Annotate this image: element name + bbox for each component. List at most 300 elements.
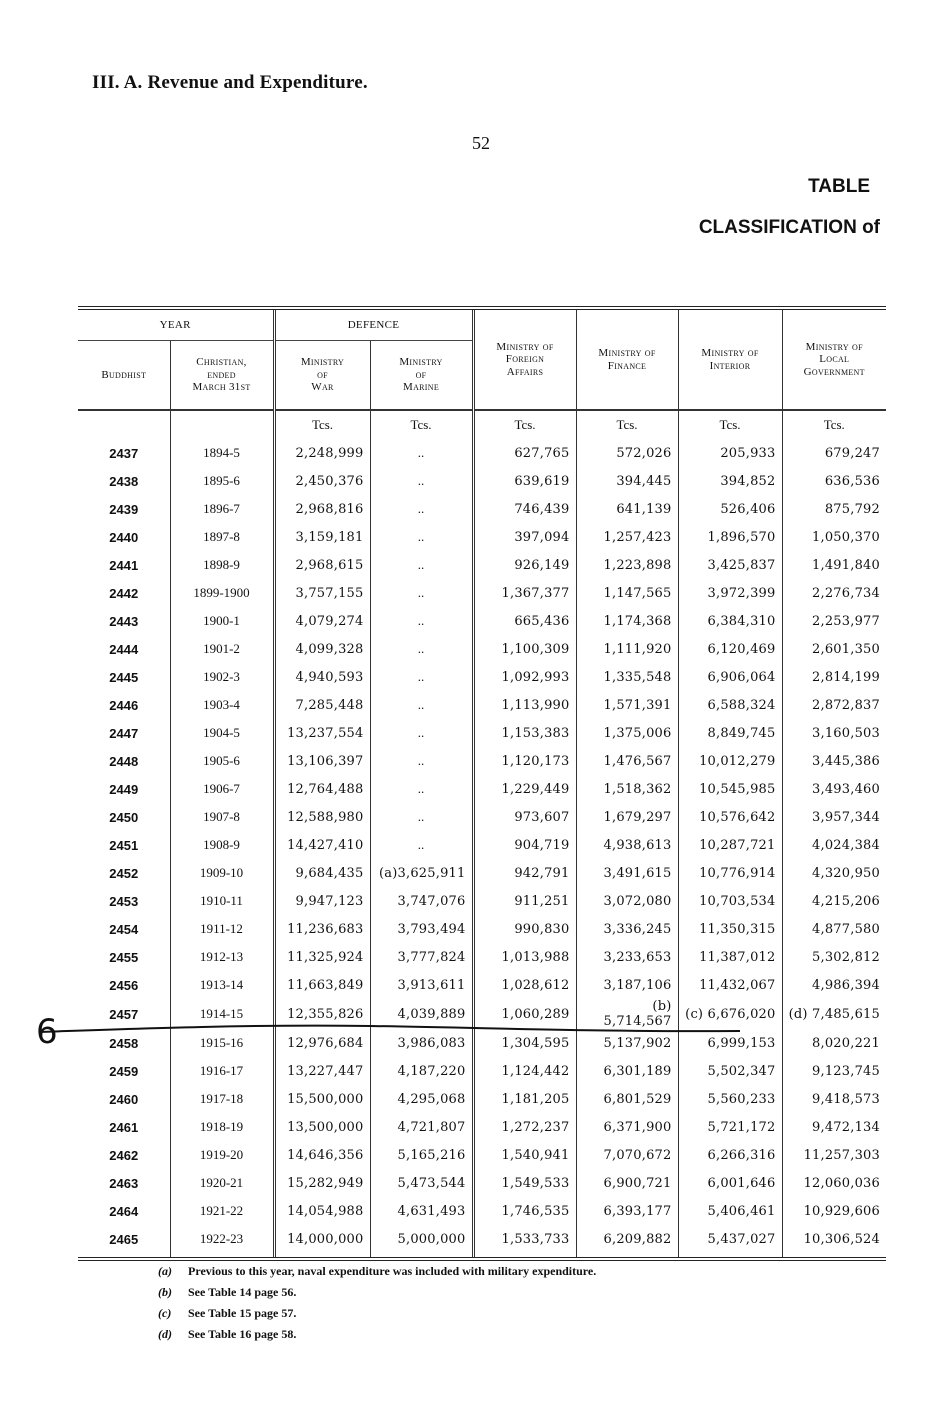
cell-marine: ..: [370, 495, 473, 523]
cell-war: 2,968,816: [274, 495, 370, 523]
cell-foreign-affairs: 1,540,941: [473, 1141, 576, 1169]
cell-marine: 3,793,494: [370, 915, 473, 943]
cell-war: 12,764,488: [274, 775, 370, 803]
cell-finance: 3,491,615: [576, 859, 678, 887]
cell-finance: 3,187,106: [576, 971, 678, 999]
cell-marine: 4,721,807: [370, 1113, 473, 1141]
header-foreign-affairs: Ministry of Foreign Affairs: [473, 308, 576, 410]
cell-interior: 10,012,279: [678, 747, 782, 775]
cell-christian-year: 1912-13: [170, 943, 274, 971]
cell-local-government: 10,306,524: [782, 1225, 886, 1259]
cell-local-government: 3,445,386: [782, 747, 886, 775]
cell-buddhist-year: 2457: [109, 1006, 139, 1022]
cell-local-government: 875,792: [782, 495, 886, 523]
cell-war: 11,663,849: [274, 971, 370, 999]
cell-foreign-affairs: 1,120,173: [473, 747, 576, 775]
cell-war: 14,054,988: [274, 1197, 370, 1225]
cell-local-government: 4,877,580: [782, 915, 886, 943]
cell-foreign-affairs: 1,272,237: [473, 1113, 576, 1141]
table-row: [78, 1113, 886, 1141]
expenditure-table: [78, 306, 886, 1261]
cell-war: 14,427,410: [274, 831, 370, 859]
cell-finance: 3,336,245: [576, 915, 678, 943]
unit-row: [78, 410, 886, 439]
cell-interior: 11,432,067: [678, 971, 782, 999]
cell-christian-year: 1903-4: [170, 691, 274, 719]
cell-marine: ..: [370, 635, 473, 663]
cell-interior: 6,906,064: [678, 663, 782, 691]
cell-foreign-affairs: 1,153,383: [473, 719, 576, 747]
cell-finance: 3,233,653: [576, 943, 678, 971]
header-interior: Ministry of Interior: [678, 308, 782, 410]
cell-finance: 1,257,423: [576, 523, 678, 551]
cell-marine: (a)3,625,911: [370, 859, 473, 887]
cell-finance: (b) 5,714,567: [576, 999, 678, 1029]
cell-christian-year: 1922-23: [170, 1225, 274, 1259]
cell-buddhist-year: 2442: [109, 585, 139, 601]
cell-finance: 1,223,898: [576, 551, 678, 579]
cell-local-government: 9,418,573: [782, 1085, 886, 1113]
cell-marine: 5,473,544: [370, 1169, 473, 1197]
cell-foreign-affairs: 1,229,449: [473, 775, 576, 803]
cell-marine: ..: [370, 467, 473, 495]
cell-local-government: 12,060,036: [782, 1169, 886, 1197]
cell-christian-year: 1897-8: [170, 523, 274, 551]
cell-local-government: 2,253,977: [782, 607, 886, 635]
footnote-text: See Table 16 page 58.: [188, 1327, 297, 1341]
cell-christian-year: 1906-7: [170, 775, 274, 803]
cell-marine: 4,631,493: [370, 1197, 473, 1225]
table-row: [78, 831, 886, 859]
cell-christian-year: 1905-6: [170, 747, 274, 775]
cell-marine: 3,747,076: [370, 887, 473, 915]
cell-foreign-affairs: 1,060,289: [473, 999, 576, 1029]
table-row: [78, 579, 886, 607]
cell-christian-year: 1899-1900: [170, 579, 274, 607]
cell-interior: 6,120,469: [678, 635, 782, 663]
cell-foreign-affairs: 1,181,205: [473, 1085, 576, 1113]
header-war: Ministry of War: [274, 341, 370, 411]
table-heading: TABLE: [808, 176, 870, 197]
cell-war: 15,282,949: [274, 1169, 370, 1197]
cell-war: 3,757,155: [274, 579, 370, 607]
cell-finance: 1,335,548: [576, 663, 678, 691]
table-row: [78, 635, 886, 663]
cell-finance: 5,137,902: [576, 1029, 678, 1057]
cell-war: 2,450,376: [274, 467, 370, 495]
cell-foreign-affairs: 639,619: [473, 467, 576, 495]
cell-interior: 205,933: [678, 439, 782, 467]
header-buddhist: Buddhist: [78, 341, 170, 411]
footnote: [158, 1264, 596, 1285]
cell-finance: 1,518,362: [576, 775, 678, 803]
cell-interior: 10,703,534: [678, 887, 782, 915]
cell-christian-year: 1895-6: [170, 467, 274, 495]
cell-buddhist-year: 2440: [109, 529, 139, 545]
cell-local-government: 2,872,837: [782, 691, 886, 719]
cell-war: 14,000,000: [274, 1225, 370, 1259]
footnote-label: (c): [158, 1306, 172, 1320]
cell-buddhist-year: 2463: [109, 1175, 139, 1191]
cell-local-government: 4,986,394: [782, 971, 886, 999]
cell-war: 11,236,683: [274, 915, 370, 943]
cell-christian-year: 1900-1: [170, 607, 274, 635]
cell-foreign-affairs: 1,013,988: [473, 943, 576, 971]
table-row: [78, 971, 886, 999]
cell-christian-year: 1894-5: [170, 439, 274, 467]
cell-christian-year: 1908-9: [170, 831, 274, 859]
cell-buddhist-year: 2454: [109, 921, 139, 937]
footnote-label: (a): [158, 1264, 172, 1278]
cell-christian-year: 1904-5: [170, 719, 274, 747]
cell-marine: 4,295,068: [370, 1085, 473, 1113]
cell-foreign-affairs: 1,367,377: [473, 579, 576, 607]
cell-foreign-affairs: 1,746,535: [473, 1197, 576, 1225]
table-row: [78, 1169, 886, 1197]
cell-foreign-affairs: 942,791: [473, 859, 576, 887]
cell-interior: 10,776,914: [678, 859, 782, 887]
cell-foreign-affairs: 746,439: [473, 495, 576, 523]
cell-buddhist-year: 2455: [109, 949, 139, 965]
cell-war: 3,159,181: [274, 523, 370, 551]
handwritten-mark: 6: [36, 1012, 58, 1052]
cell-buddhist-year: 2464: [109, 1203, 139, 1219]
unit-label: Tcs.: [274, 410, 370, 439]
cell-foreign-affairs: 1,304,595: [473, 1029, 576, 1057]
cell-buddhist-year: 2465: [109, 1231, 139, 1247]
cell-local-government: 636,536: [782, 467, 886, 495]
table-row: [78, 747, 886, 775]
footnote-text: See Table 14 page 56.: [188, 1285, 297, 1299]
table-row: [78, 943, 886, 971]
cell-interior: 6,001,646: [678, 1169, 782, 1197]
cell-war: 9,684,435: [274, 859, 370, 887]
cell-marine: ..: [370, 551, 473, 579]
cell-buddhist-year: 2456: [109, 977, 139, 993]
header-christian: Christian, ended March 31st: [170, 341, 274, 411]
cell-foreign-affairs: 990,830: [473, 915, 576, 943]
cell-marine: 4,187,220: [370, 1057, 473, 1085]
cell-finance: 3,072,080: [576, 887, 678, 915]
cell-war: 2,248,999: [274, 439, 370, 467]
cell-buddhist-year: 2460: [109, 1091, 139, 1107]
table-row: [78, 1141, 886, 1169]
cell-foreign-affairs: 397,094: [473, 523, 576, 551]
cell-marine: ..: [370, 747, 473, 775]
cell-buddhist-year: 2448: [109, 753, 139, 769]
cell-war: 11,325,924: [274, 943, 370, 971]
cell-marine: ..: [370, 579, 473, 607]
header-finance: Ministry of Finance: [576, 308, 678, 410]
cell-foreign-affairs: 926,149: [473, 551, 576, 579]
cell-finance: 6,393,177: [576, 1197, 678, 1225]
cell-marine: ..: [370, 523, 473, 551]
cell-local-government: 2,276,734: [782, 579, 886, 607]
section-title: III. A. Revenue and Expenditure.: [92, 72, 368, 93]
cell-local-government: 9,472,134: [782, 1113, 886, 1141]
cell-christian-year: 1910-11: [170, 887, 274, 915]
cell-finance: 1,476,567: [576, 747, 678, 775]
cell-marine: ..: [370, 691, 473, 719]
cell-christian-year: 1915-16: [170, 1029, 274, 1057]
table-row: [78, 467, 886, 495]
header-year: YEAR: [78, 308, 274, 341]
header-local-government: Ministry of Local Government: [782, 308, 886, 410]
cell-interior: 5,406,461: [678, 1197, 782, 1225]
cell-christian-year: 1916-17: [170, 1057, 274, 1085]
cell-buddhist-year: 2449: [109, 781, 139, 797]
footnotes: [158, 1264, 596, 1348]
cell-foreign-affairs: 1,028,612: [473, 971, 576, 999]
cell-marine: 3,986,083: [370, 1029, 473, 1057]
cell-foreign-affairs: 1,549,533: [473, 1169, 576, 1197]
cell-foreign-affairs: 973,607: [473, 803, 576, 831]
cell-interior: 394,852: [678, 467, 782, 495]
table-row: [78, 439, 886, 467]
cell-christian-year: 1920-21: [170, 1169, 274, 1197]
cell-war: 7,285,448: [274, 691, 370, 719]
cell-local-government: 10,929,606: [782, 1197, 886, 1225]
cell-interior: 11,350,315: [678, 915, 782, 943]
table-row: [78, 551, 886, 579]
cell-local-government: 679,247: [782, 439, 886, 467]
cell-finance: 1,679,297: [576, 803, 678, 831]
cell-buddhist-year: 2451: [109, 837, 139, 853]
table-row: [78, 1029, 886, 1057]
cell-interior: 6,588,324: [678, 691, 782, 719]
cell-marine: ..: [370, 663, 473, 691]
cell-foreign-affairs: 911,251: [473, 887, 576, 915]
unit-label: Tcs.: [473, 410, 576, 439]
cell-buddhist-year: 2461: [109, 1119, 139, 1135]
cell-buddhist-year: 2447: [109, 725, 139, 741]
cell-interior: 3,972,399: [678, 579, 782, 607]
cell-marine: 3,913,611: [370, 971, 473, 999]
page-number: 52: [472, 133, 490, 153]
table-row: [78, 607, 886, 635]
cell-foreign-affairs: 1,100,309: [473, 635, 576, 663]
header-marine: Ministry of Marine: [370, 341, 473, 411]
cell-local-government: 8,020,221: [782, 1029, 886, 1057]
cell-christian-year: 1917-18: [170, 1085, 274, 1113]
cell-finance: 572,026: [576, 439, 678, 467]
cell-christian-year: 1901-2: [170, 635, 274, 663]
cell-buddhist-year: 2437: [109, 445, 139, 461]
cell-christian-year: 1911-12: [170, 915, 274, 943]
cell-buddhist-year: 2439: [109, 501, 139, 517]
cell-war: 4,099,328: [274, 635, 370, 663]
cell-war: 4,940,593: [274, 663, 370, 691]
cell-marine: 4,039,889: [370, 999, 473, 1029]
cell-war: 15,500,000: [274, 1085, 370, 1113]
cell-interior: 6,266,316: [678, 1141, 782, 1169]
cell-finance: 6,301,189: [576, 1057, 678, 1085]
cell-buddhist-year: 2453: [109, 893, 139, 909]
cell-local-government: 4,024,384: [782, 831, 886, 859]
table-row: [78, 915, 886, 943]
cell-christian-year: 1902-3: [170, 663, 274, 691]
cell-local-government: (d) 7,485,615: [782, 999, 886, 1029]
table-row: [78, 999, 886, 1029]
cell-local-government: 11,257,303: [782, 1141, 886, 1169]
table-row: [78, 887, 886, 915]
cell-war: 9,947,123: [274, 887, 370, 915]
footnote: [158, 1327, 596, 1348]
cell-finance: 1,111,920: [576, 635, 678, 663]
cell-local-government: 4,320,950: [782, 859, 886, 887]
table-row: [78, 1197, 886, 1225]
cell-marine: 5,000,000: [370, 1225, 473, 1259]
classification-heading: CLASSIFICATION of: [698, 217, 880, 238]
cell-buddhist-year: 2441: [109, 557, 139, 573]
footnote: [158, 1285, 596, 1306]
footnote-text: See Table 15 page 57.: [188, 1306, 297, 1320]
cell-finance: 1,174,368: [576, 607, 678, 635]
cell-christian-year: 1898-9: [170, 551, 274, 579]
footnote-text: Previous to this year, naval expenditure was included with military expenditure.: [188, 1264, 597, 1278]
unit-cell-christian: [170, 410, 274, 439]
cell-foreign-affairs: 1,533,733: [473, 1225, 576, 1259]
footnote: [158, 1306, 596, 1327]
cell-interior: 10,287,721: [678, 831, 782, 859]
cell-foreign-affairs: 627,765: [473, 439, 576, 467]
unit-cell-buddhist: [78, 410, 170, 439]
table-row: [78, 1057, 886, 1085]
table-row: [78, 523, 886, 551]
cell-local-government: 3,493,460: [782, 775, 886, 803]
cell-christian-year: 1896-7: [170, 495, 274, 523]
cell-buddhist-year: 2462: [109, 1147, 139, 1163]
cell-buddhist-year: 2445: [109, 669, 139, 685]
cell-christian-year: 1918-19: [170, 1113, 274, 1141]
table-body: [78, 410, 886, 1259]
cell-interior: 11,387,012: [678, 943, 782, 971]
cell-finance: 4,938,613: [576, 831, 678, 859]
cell-marine: ..: [370, 719, 473, 747]
cell-finance: 7,070,672: [576, 1141, 678, 1169]
cell-foreign-affairs: 665,436: [473, 607, 576, 635]
cell-local-government: 2,814,199: [782, 663, 886, 691]
cell-finance: 394,445: [576, 467, 678, 495]
table-row: [78, 1225, 886, 1259]
cell-interior: 3,425,837: [678, 551, 782, 579]
cell-local-government: 1,491,840: [782, 551, 886, 579]
cell-war: 13,500,000: [274, 1113, 370, 1141]
cell-interior: 8,849,745: [678, 719, 782, 747]
table-row: [78, 495, 886, 523]
footnote-label: (b): [158, 1285, 172, 1299]
cell-war: 13,106,397: [274, 747, 370, 775]
header-defence: DEFENCE: [274, 308, 473, 341]
cell-marine: 3,777,824: [370, 943, 473, 971]
cell-finance: 1,147,565: [576, 579, 678, 607]
cell-marine: ..: [370, 439, 473, 467]
cell-war: 12,976,684: [274, 1029, 370, 1057]
cell-finance: 1,375,006: [576, 719, 678, 747]
cell-interior: (c) 6,676,020: [678, 999, 782, 1029]
cell-war: 4,079,274: [274, 607, 370, 635]
cell-local-government: 1,050,370: [782, 523, 886, 551]
cell-local-government: 3,160,503: [782, 719, 886, 747]
cell-buddhist-year: 2443: [109, 613, 139, 629]
cell-war: 12,588,980: [274, 803, 370, 831]
footnote-label: (d): [158, 1327, 172, 1341]
cell-foreign-affairs: 1,113,990: [473, 691, 576, 719]
cell-buddhist-year: 2446: [109, 697, 139, 713]
unit-label: Tcs.: [370, 410, 473, 439]
cell-interior: 5,437,027: [678, 1225, 782, 1259]
cell-marine: ..: [370, 775, 473, 803]
table-row: [78, 1085, 886, 1113]
cell-finance: 1,571,391: [576, 691, 678, 719]
cell-interior: 6,999,153: [678, 1029, 782, 1057]
cell-local-government: 5,302,812: [782, 943, 886, 971]
cell-local-government: 9,123,745: [782, 1057, 886, 1085]
cell-christian-year: 1909-10: [170, 859, 274, 887]
cell-buddhist-year: 2450: [109, 809, 139, 825]
cell-interior: 10,545,985: [678, 775, 782, 803]
table-row: [78, 775, 886, 803]
cell-marine: ..: [370, 803, 473, 831]
cell-marine: ..: [370, 831, 473, 859]
cell-war: 14,646,356: [274, 1141, 370, 1169]
cell-marine: 5,165,216: [370, 1141, 473, 1169]
cell-foreign-affairs: 904,719: [473, 831, 576, 859]
unit-label: Tcs.: [678, 410, 782, 439]
cell-finance: 6,371,900: [576, 1113, 678, 1141]
cell-interior: 1,896,570: [678, 523, 782, 551]
cell-christian-year: 1919-20: [170, 1141, 274, 1169]
cell-local-government: 3,957,344: [782, 803, 886, 831]
cell-buddhist-year: 2458: [109, 1035, 139, 1051]
cell-interior: 526,406: [678, 495, 782, 523]
unit-label: Tcs.: [782, 410, 886, 439]
cell-interior: 6,384,310: [678, 607, 782, 635]
cell-interior: 10,576,642: [678, 803, 782, 831]
cell-foreign-affairs: 1,092,993: [473, 663, 576, 691]
unit-label: Tcs.: [576, 410, 678, 439]
cell-marine: ..: [370, 607, 473, 635]
table-row: [78, 859, 886, 887]
cell-buddhist-year: 2452: [109, 865, 139, 881]
cell-local-government: 4,215,206: [782, 887, 886, 915]
table-row: [78, 803, 886, 831]
cell-war: 13,237,554: [274, 719, 370, 747]
cell-local-government: 2,601,350: [782, 635, 886, 663]
cell-foreign-affairs: 1,124,442: [473, 1057, 576, 1085]
cell-christian-year: 1914-15: [170, 999, 274, 1029]
cell-finance: 6,900,721: [576, 1169, 678, 1197]
cell-buddhist-year: 2459: [109, 1063, 139, 1079]
cell-war: 12,355,826: [274, 999, 370, 1029]
cell-interior: 5,560,233: [678, 1085, 782, 1113]
cell-interior: 5,502,347: [678, 1057, 782, 1085]
cell-buddhist-year: 2438: [109, 473, 139, 489]
cell-war: 13,227,447: [274, 1057, 370, 1085]
cell-buddhist-year: 2444: [109, 641, 139, 657]
cell-christian-year: 1921-22: [170, 1197, 274, 1225]
table-row: [78, 719, 886, 747]
table-row: [78, 691, 886, 719]
cell-war: 2,968,615: [274, 551, 370, 579]
cell-christian-year: 1907-8: [170, 803, 274, 831]
cell-finance: 6,801,529: [576, 1085, 678, 1113]
cell-finance: 6,209,882: [576, 1225, 678, 1259]
cell-christian-year: 1913-14: [170, 971, 274, 999]
cell-interior: 5,721,172: [678, 1113, 782, 1141]
cell-finance: 641,139: [576, 495, 678, 523]
table-row: [78, 663, 886, 691]
